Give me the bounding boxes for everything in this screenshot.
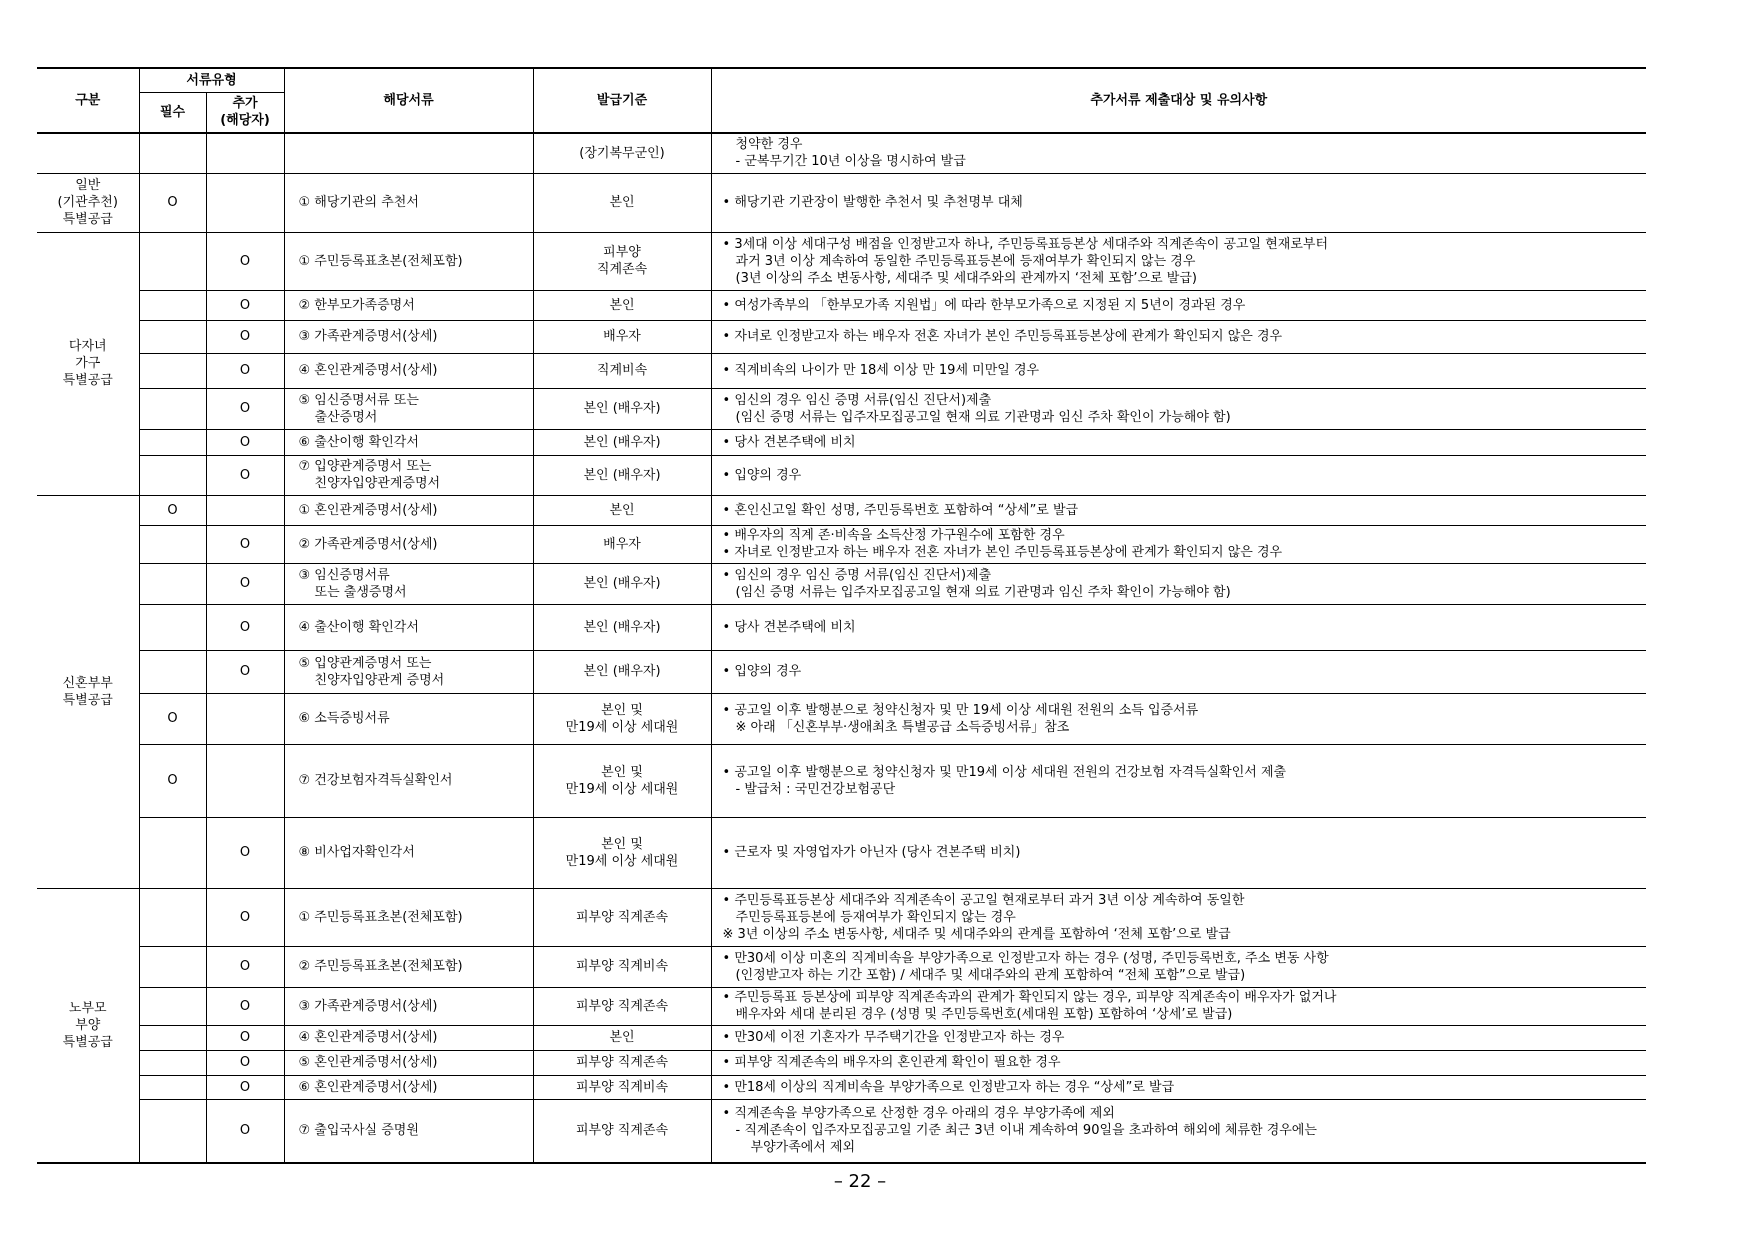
required-mark [139,525,206,563]
table-row [37,495,1646,525]
note-line: • 직계존속을 부양가족으로 산정한 경우 아래의 경우 부양가족에 제외 [722,1106,1115,1122]
table-row [37,1099,1646,1163]
document-name: ④ 혼인관계증명서(상세) [284,1025,533,1050]
additional-mark: O [206,290,284,320]
notes-cell [711,320,1646,353]
additional-mark: O [206,604,284,650]
table-row [37,388,1646,429]
required-mark [139,388,206,429]
table-row [37,232,1646,290]
table-row [37,173,1646,232]
document-name: ⑥ 소득증빙서류 [284,693,533,744]
note-line: ※ 3년 이상의 주소 변동사항, 세대주 및 세대주와의 관계를 포함하여 ‘전체 포함’으로 발급 [722,926,1231,942]
header-notes: 추가서류 제출대상 및 유의사항 [711,68,1646,133]
document-name: ② 가족관계증명서(상세) [284,525,533,563]
note-line: 청약한 경우 [735,137,803,153]
notes-cell [711,1025,1646,1050]
required-mark: O [139,693,206,744]
notes-cell [711,232,1646,290]
additional-mark [206,133,284,173]
note-line: (인정받고자 하는 기간 포함) / 세대주 및 세대주와의 관계 포함하여 “전체 포함”으로 발급) [735,967,1246,983]
document-name: ⑦ 입양관계증명서 또는 친양자입양관계증명서 [284,455,533,495]
additional-mark: O [206,1025,284,1050]
document-name: ① 혼인관계증명서(상세) [284,495,533,525]
note-line: • 만30세 이상 미혼의 직계비속을 부양가족으로 인정받고자 하는 경우 (성명, 주민등록번호, 주소 변동 사항 [722,950,1329,966]
notes-cell [711,888,1646,946]
note-line: • 직계비속의 나이가 만 18세 이상 만 19세 미만일 경우 [722,363,1040,378]
required-mark [139,232,206,290]
notes-cell [711,1050,1646,1075]
notes-cell [711,650,1646,693]
note-line: (3년 이상의 주소 변동사항, 세대주 및 세대주와의 관계까지 ‘전체 포함’으로 발급) [735,270,1197,286]
issue-basis: 피부양 직계비속 [533,1075,711,1099]
note-line: 주민등록표등본에 등재여부가 확인되지 않는 경우 [735,909,1016,925]
header-doc-type: 서류유형 [139,68,284,92]
notes-cell [711,744,1646,817]
notes-cell [711,353,1646,388]
note-line: - 직계존속이 입주자모집공고일 기준 최근 3년 이내 계속하여 90일을 초과하여 해외에 체류한 경우에는 [735,1123,1317,1139]
document-name: ③ 임신증명서류 또는 출생증명서 [284,563,533,604]
document-name: ⑥ 출산이행 확인각서 [284,429,533,455]
notes-cell [711,817,1646,888]
note-line: • 입양의 경우 [722,467,802,483]
document-name: ② 한부모가족증명서 [284,290,533,320]
required-mark [139,604,206,650]
table-row [37,946,1646,987]
additional-mark: O [206,817,284,888]
required-mark [139,320,206,353]
additional-mark: O [206,455,284,495]
header-issue-basis: 발급기준 [533,68,711,133]
document-name [284,133,533,173]
required-mark: O [139,173,206,232]
required-mark [139,1050,206,1075]
issue-basis: 본인 (배우자) [533,563,711,604]
note-line: • 여성가족부의 「한부모가족 지원법」에 따라 한부모가족으로 지정된 지 5년이 경과된 경우 [722,297,1246,313]
additional-mark: O [206,946,284,987]
note-line: • 혼인신고일 확인 성명, 주민등록번호 포함하여 “상세”로 발급 [722,502,1079,518]
additional-mark [206,173,284,232]
document-name: ⑤ 혼인관계증명서(상세) [284,1050,533,1075]
document-name: ⑤ 입양관계증명서 또는 친양자입양관계 증명서 [284,650,533,693]
issue-basis: 피부양 직계존속 [533,888,711,946]
note-line: • 임신의 경우 임신 증명 서류(임신 진단서)제출 [722,392,992,408]
note-line: • 당사 견본주택에 비치 [722,434,856,450]
table-row [37,987,1646,1025]
notes-cell [711,604,1646,650]
category-cell [37,133,139,173]
issue-basis: 본인 (배우자) [533,650,711,693]
notes-cell [711,946,1646,987]
note-line: • 공고일 이후 발행분으로 청약신청자 및 만19세 이상 세대원 전원의 건강보험 자격득실확인서 제출 [722,764,1287,780]
note-line: • 만18세 이상의 직계비속을 부양가족으로 인정받고자 하는 경우 “상세”로 발급 [722,1079,1175,1095]
table-row [37,1025,1646,1050]
required-mark [139,1075,206,1099]
document-table [37,67,1646,1164]
issue-basis: 직계비속 [533,353,711,388]
issue-basis: 본인 및 만19세 이상 세대원 [533,744,711,817]
required-mark: O [139,495,206,525]
note-line: (임신 증명 서류는 입주자모집공고일 현재 의료 기관명과 임신 주차 확인이 가능해야 함) [735,409,1231,425]
issue-basis: 본인 [533,173,711,232]
category-cell: 일반 (기관추천) 특별공급 [37,173,139,232]
required-mark [139,946,206,987]
issue-basis: 본인 (배우자) [533,429,711,455]
category-cell: 다자녀 가구 특별공급 [37,232,139,495]
table-row [37,817,1646,888]
note-line: • 임신의 경우 임신 증명 서류(임신 진단서)제출 [722,567,992,583]
table-row [37,650,1646,693]
note-line: • 당사 견본주택에 비치 [722,619,856,635]
note-line: • 근로자 및 자영업자가 아닌자 (당사 견본주택 비치) [722,845,1021,860]
header-additional: 추가 (해당자) [206,92,284,133]
required-mark [139,133,206,173]
note-line: • 3세대 이상 세대구성 배점을 인정받고자 하나, 주민등록표등본상 세대주와 직계존속이 공고일 현재로부터 [722,236,1329,252]
notes-cell [711,290,1646,320]
additional-mark [206,744,284,817]
additional-mark: O [206,320,284,353]
issue-basis: 피부양 직계존속 [533,232,711,290]
table-row [37,693,1646,744]
document-name: ② 주민등록표초본(전체포함) [284,946,533,987]
required-mark [139,563,206,604]
additional-mark: O [206,388,284,429]
required-mark [139,1025,206,1050]
document-name: ① 해당기관의 추천서 [284,173,533,232]
notes-cell [711,133,1646,173]
required-mark [139,650,206,693]
additional-mark: O [206,1099,284,1163]
issue-basis: 배우자 [533,525,711,563]
document-name: ④ 혼인관계증명서(상세) [284,353,533,388]
document-name: ⑧ 비사업자확인각서 [284,817,533,888]
additional-mark: O [206,232,284,290]
required-mark [139,987,206,1025]
issue-basis: 피부양 직계존속 [533,1050,711,1075]
required-mark: O [139,744,206,817]
issue-basis: 피부양 직계비속 [533,946,711,987]
header-document: 해당서류 [284,68,533,133]
note-line: 배우자와 세대 분리된 경우 (성명 및 주민등록번호(세대원 포함) 포함하여 ‘상세’로 발급) [735,1007,1233,1022]
header-row [37,68,1646,92]
issue-basis: 본인 (배우자) [533,604,711,650]
notes-cell [711,495,1646,525]
issue-basis: 본인 및 만19세 이상 세대원 [533,693,711,744]
table-row [37,1050,1646,1075]
additional-mark: O [206,429,284,455]
table-row [37,525,1646,563]
issue-basis: 본인 (배우자) [533,388,711,429]
note-line: • 배우자의 직계 존·비속을 소득산정 가구원수에 포함한 경우 [722,528,1065,543]
note-line: • 공고일 이후 발행분으로 청약신청자 및 만 19세 이상 세대원 전원의 소득 입증서류 [722,702,1199,718]
notes-cell [711,173,1646,232]
table-row [37,1075,1646,1099]
additional-mark: O [206,525,284,563]
required-mark [139,888,206,946]
issue-basis: 피부양 직계존속 [533,1099,711,1163]
page-number: – 22 – [833,1171,887,1192]
issue-basis: 본인 [533,290,711,320]
document-name: ① 주민등록표초본(전체포함) [284,232,533,290]
additional-mark: O [206,650,284,693]
issue-basis: 본인 [533,495,711,525]
issue-basis: 배우자 [533,320,711,353]
table-row [37,563,1646,604]
additional-mark [206,693,284,744]
notes-cell [711,693,1646,744]
notes-cell [711,987,1646,1025]
notes-cell [711,563,1646,604]
table-row [37,353,1646,388]
notes-cell [711,1075,1646,1099]
note-line: • 입양의 경우 [722,664,802,679]
required-mark [139,455,206,495]
required-mark [139,353,206,388]
additional-mark: O [206,987,284,1025]
notes-cell [711,525,1646,563]
note-line: - 군복무기간 10년 이상을 명시하여 발급 [735,154,966,170]
table-row [37,888,1646,946]
table-row [37,744,1646,817]
additional-mark: O [206,1050,284,1075]
note-line: • 만30세 이전 기혼자가 무주택기간을 인정받고자 하는 경우 [722,1030,1065,1045]
note-line: • 피부양 직계존속의 배우자의 혼인관계 확인이 필요한 경우 [722,1055,1061,1070]
header-required: 필수 [139,92,206,133]
document-name: ① 주민등록표초본(전체포함) [284,888,533,946]
additional-mark [206,495,284,525]
issue-basis: 피부양 직계존속 [533,987,711,1025]
header-category: 구분 [37,68,139,133]
notes-cell [711,429,1646,455]
notes-cell [711,1099,1646,1163]
note-line: • 자녀로 인정받고자 하는 배우자 전혼 자녀가 본인 주민등록표등본상에 관계가 확인되지 않은 경우 [722,545,1283,560]
table-row [37,455,1646,495]
document-name: ⑥ 혼인관계증명서(상세) [284,1075,533,1099]
note-line: • 해당기관 기관장이 발행한 추천서 및 추천명부 대체 [722,195,1023,210]
notes-cell [711,455,1646,495]
note-line: 과거 3년 이상 계속하여 동일한 주민등록표등본에 등재여부가 확인되지 않는 경우 [735,253,1196,269]
table-row [37,290,1646,320]
issue-basis: 본인 (배우자) [533,455,711,495]
note-line: • 자녀로 인정받고자 하는 배우자 전혼 자녀가 본인 주민등록표등본상에 관계가 확인되지 않은 경우 [722,329,1283,344]
note-line: - 발급처 : 국민건강보험공단 [735,781,896,797]
table-row [37,429,1646,455]
document-name: ③ 가족관계증명서(상세) [284,987,533,1025]
category-cell: 신혼부부 특별공급 [37,495,139,888]
note-line: • 주민등록표등본상 세대주와 직계존속이 공고일 현재로부터 과거 3년 이상 계속하여 동일한 [722,892,1245,908]
document-name: ⑤ 임신증명서류 또는 출산증명서 [284,388,533,429]
category-cell: 노부모 부양 특별공급 [37,888,139,1163]
issue-basis: 본인 및 만19세 이상 세대원 [533,817,711,888]
additional-mark: O [206,888,284,946]
required-mark [139,817,206,888]
note-line: • 주민등록표 등본상에 피부양 직계존속과의 관계가 확인되지 않는 경우, 피부양 직계존속이 배우자가 없거나 [722,990,1337,1005]
note-line: 부양가족에서 제외 [750,1140,856,1156]
table-row [37,133,1646,173]
additional-mark: O [206,353,284,388]
issue-basis: (장기복무군인) [533,133,711,173]
required-mark [139,429,206,455]
required-mark [139,1099,206,1163]
notes-cell [711,388,1646,429]
additional-mark: O [206,563,284,604]
issue-basis: 본인 [533,1025,711,1050]
note-line: (임신 증명 서류는 입주자모집공고일 현재 의료 기관명과 임신 주차 확인이 가능해야 함) [735,584,1231,600]
document-name: ⑦ 출입국사실 증명원 [284,1099,533,1163]
document-name: ⑦ 건강보험자격득실확인서 [284,744,533,817]
document-name: ③ 가족관계증명서(상세) [284,320,533,353]
table-row [37,320,1646,353]
additional-mark: O [206,1075,284,1099]
required-mark [139,290,206,320]
table-row [37,604,1646,650]
document-name: ④ 출산이행 확인각서 [284,604,533,650]
note-line: ※ 아래 「신혼부부·생애최초 특별공급 소득증빙서류」참조 [735,719,1070,735]
